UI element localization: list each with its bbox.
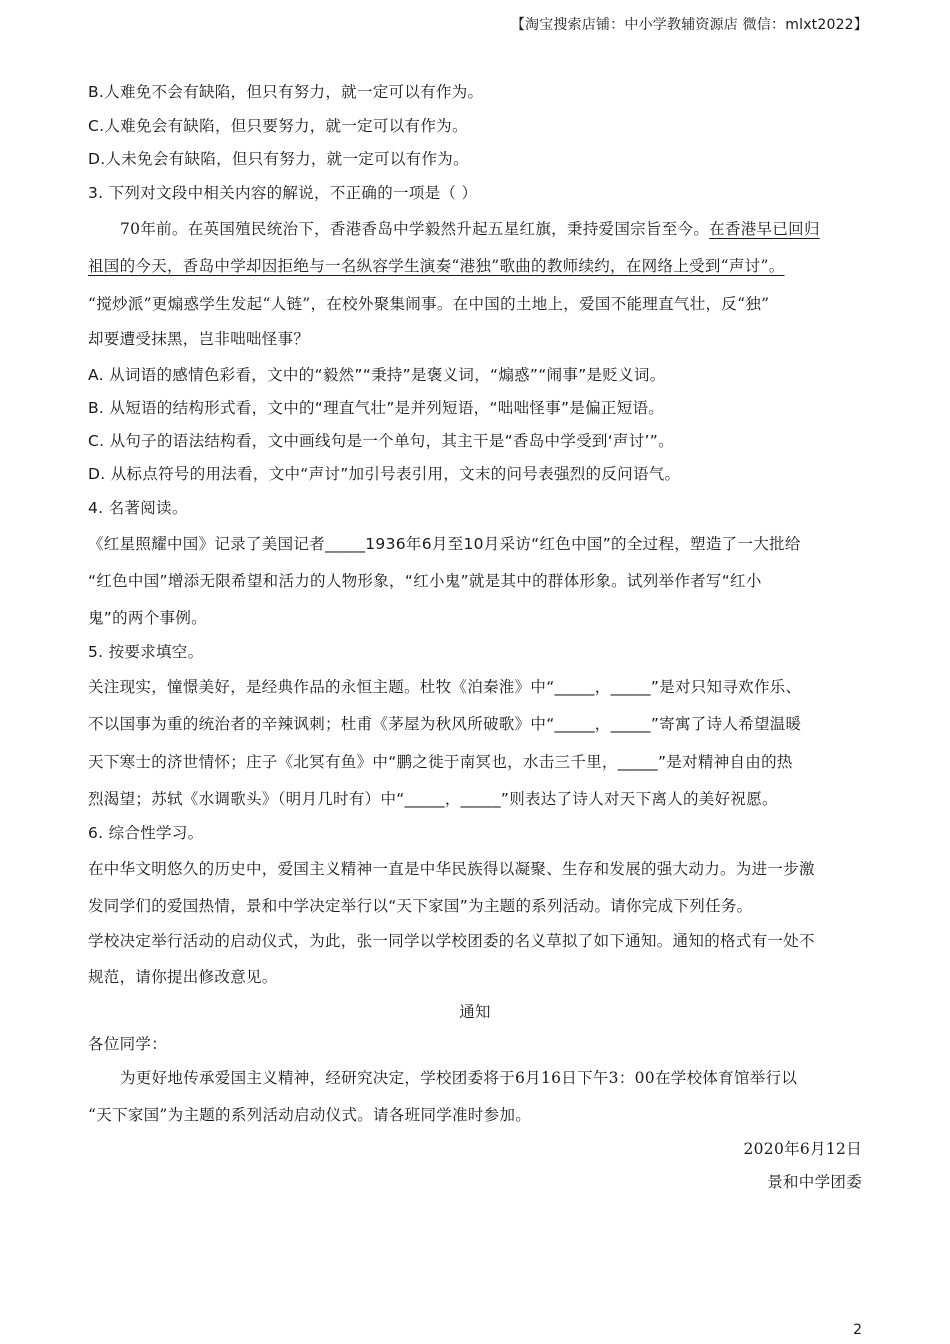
q5-stem: 5. 按要求填空。: [88, 643, 204, 661]
q4-text-line: 《红星照耀中国》记录了美国记者_____1936年6月至10月采访“红色中国”的全过程，塑造了一大批给: [88, 535, 801, 553]
q5-text-line: 关注现实，憧憬美好，是经典作品的永恒主题。杜牧《泊秦淮》中“_____，_____”是对只知寻欢作乐、: [88, 678, 802, 696]
q6-text-line: 规范，请你提出修改意见。: [88, 968, 278, 986]
q3-underlined-sentence: 祖国的今天，香岛中学却因拒绝与一名纵容学生演奏“港独”歌曲的教师续约，在网络上受到“声讨”。: [88, 257, 785, 275]
q4-stem: 4. 名著阅读。: [88, 499, 188, 517]
notice-title: 通知: [459, 1003, 491, 1021]
q2-option-d: D.人未免会有缺陷，但只有努力，就一定可以有作为。: [88, 150, 469, 168]
q3-passage-line-3: “搅炒派”更煽惑学生发起“人链”，在校外聚集闹事。在中国的土地上，爱国不能理直气壮，反“独”: [88, 295, 770, 313]
notice-greeting: 各位同学：: [88, 1035, 168, 1053]
notice-body-line-2: “天下家国”为主题的系列活动启动仪式。请各班同学准时参加。: [88, 1106, 532, 1124]
q3-passage-text: 70年前。在英国殖民统治下，香港香岛中学毅然升起五星红旗，秉持爱国宗旨至今。: [120, 220, 710, 238]
q2-option-c: C.人难免会有缺陷，但只要努力，就一定可以有作为。: [88, 117, 468, 135]
q3-option-c: C. 从句子的语法结构看，文中画线句是一个单句，其主干是“香岛中学受到‘声讨’”。: [88, 432, 674, 450]
q3-stem: 3. 下列对文段中相关内容的解说，不正确的一项是（ ）: [88, 184, 478, 202]
q6-stem: 6. 综合性学习。: [88, 824, 204, 842]
q3-passage-line-1: [120, 217, 820, 239]
q3-underlined-sentence-start: 在香港早已回归: [709, 220, 820, 238]
q3-option-d: D. 从标点符号的用法看，文中“声讨”加引号表引用，文末的问号表强烈的反问语气。: [88, 465, 681, 483]
q6-text-line: 学校决定举行活动的启动仪式，为此，张一同学以学校团委的名义草拟了如下通知。通知的格式有一处不: [88, 932, 815, 950]
q5-text-line: 不以国事为重的统治者的辛辣讽刺；杜甫《茅屋为秋风所破歌》中“_____，_____”寄寓了诗人希望温暖: [88, 715, 802, 733]
q6-text-line: 在中华文明悠久的历史中，爱国主义精神一直是中华民族得以凝聚、生存和发展的强大动力。为进一步激: [88, 860, 815, 878]
q6-text-line: 发同学们的爱国热情，景和中学决定举行以“天下家国”为主题的系列活动。请你完成下列任务。: [88, 897, 753, 915]
q3-option-b: B. 从短语的结构形式看，文中的“理直气壮”是并列短语，“咄咄怪事”是偏正短语。: [88, 399, 665, 417]
q2-option-b: B.人难免不会有缺陷，但只有努力，就一定可以有作为。: [88, 83, 484, 101]
q5-text-line: 烈渴望；苏轼《水调歌头》（明月几时有）中“_____，_____”则表达了诗人对天下离人的美好祝愿。: [88, 790, 778, 808]
q3-option-a: A. 从词语的感情色彩看，文中的“毅然”“秉持”是褒义词，“煽惑”“闹事”是贬义词。: [88, 366, 666, 384]
page-number: 2: [853, 1322, 862, 1338]
q5-text-line: 天下寒士的济世情怀；庄子《北冥有鱼》中“鹏之徙于南冥也，水击三千里，_____”是对精神自由的热: [88, 753, 793, 771]
notice-signer: 景和中学团委: [767, 1173, 862, 1191]
q4-text-line: 鬼”的两个事例。: [88, 609, 207, 627]
notice-body-line-1: 为更好地传承爱国主义精神，经研究决定，学校团委将于6月16日下午3：00在学校体育馆举行以: [120, 1069, 798, 1087]
q3-passage-line-4: 却要遭受抹黑，岂非咄咄怪事？: [88, 330, 310, 348]
watermark-header: 【淘宝搜索店铺：中小学教辅资源店 微信：mlxt2022】: [510, 17, 868, 33]
q4-text-line: “红色中国”增添无限希望和活力的人物形象，“红小鬼”就是其中的群体形象。试列举作者写“红小: [88, 572, 762, 590]
notice-date: 2020年6月12日: [743, 1140, 862, 1158]
